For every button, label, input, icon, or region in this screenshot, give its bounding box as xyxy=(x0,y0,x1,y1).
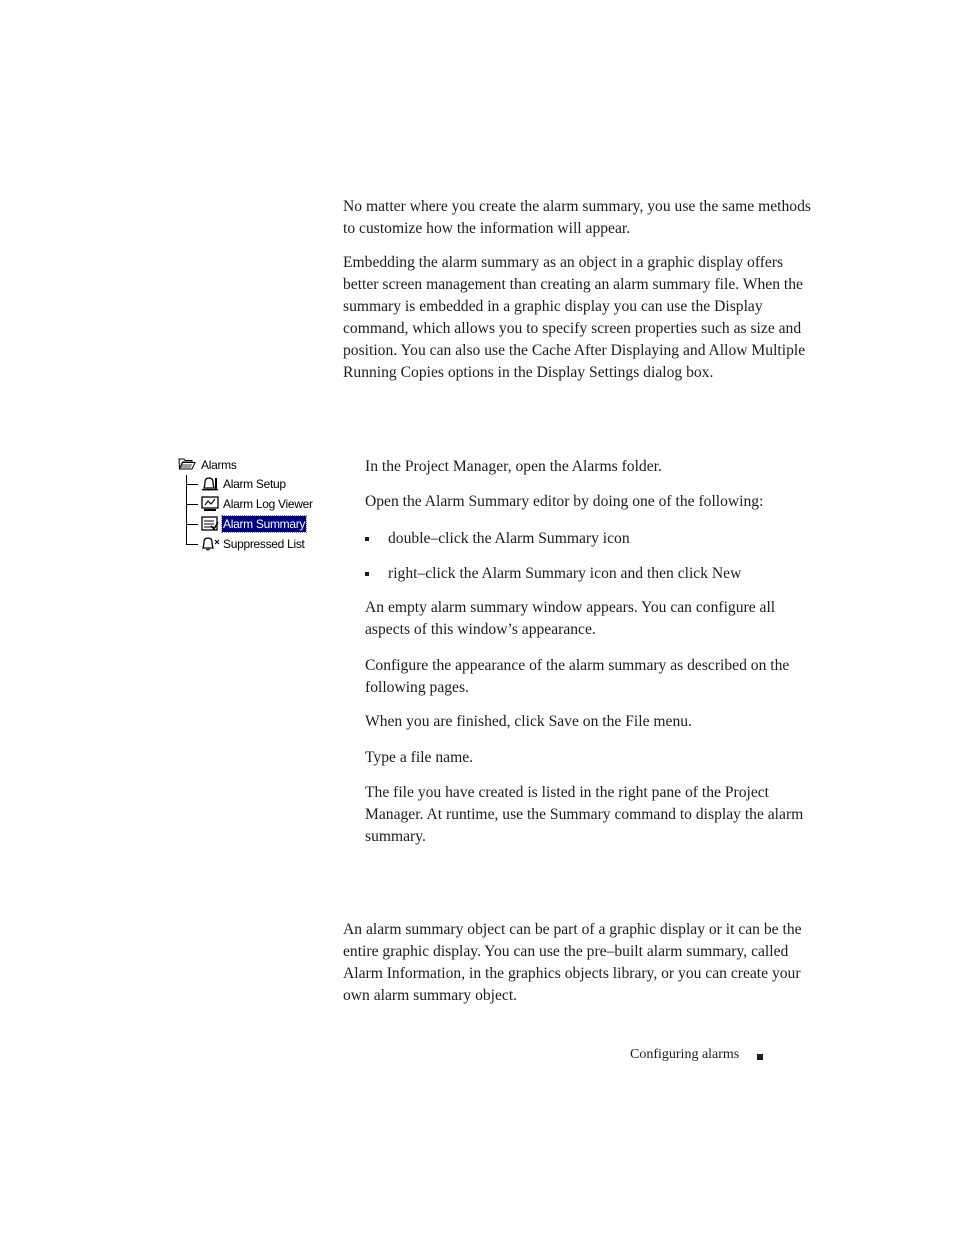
bullet-text: right–click the Alarm Summary icon and then click New xyxy=(388,565,742,582)
tree-item-label: Alarm Setup xyxy=(223,477,286,491)
tree-connector xyxy=(186,544,198,545)
tree-item-label: Suppressed List xyxy=(223,537,305,551)
intro-paragraph-1: No matter where you create the alarm summary, you use the same methods to customize how the information will appear. xyxy=(343,198,811,237)
tree-item-label: Alarm Summary xyxy=(223,517,306,531)
summary-list-icon xyxy=(200,516,220,532)
tree-item-label: Alarm Log Viewer xyxy=(223,497,313,511)
suppressed-bell-icon xyxy=(200,536,220,552)
object-paragraph: An alarm summary object can be part of a graphic display or it can be the entire graphic display. You can use the pre–built alarm summary, called Alarm Information, in the graphics objects library, or you can create your own alarm summary object. xyxy=(343,921,802,1004)
step-2-note: An empty alarm summary window appears. You can configure all aspects of this window’s appearance. xyxy=(365,599,776,638)
tree-connector xyxy=(186,475,187,544)
step-4-text: When you are finished, click Save on the File menu. xyxy=(365,713,692,730)
tree-connector xyxy=(186,504,198,505)
tree-connector xyxy=(186,524,198,525)
step-5-text: Type a file name. xyxy=(365,749,474,766)
project-tree xyxy=(178,456,328,556)
step-5-note: The file you have created is listed in the right pane of the Project Manager. At runtime, use the Summary command to display the alarm summary. xyxy=(365,784,804,845)
footer-marker xyxy=(757,1054,763,1060)
bullet-marker xyxy=(365,537,369,541)
intro-paragraph-2: Embedding the alarm summary as an object in a graphic display offers better screen management than creating an alarm summary file. When the summary is embedded in a graphic display you can use the Display command, which allows you to specify screen properties such as size and position. You can also use the Cache After Displaying and Allow Multiple Running Copies options in the Display Settings dialog box. xyxy=(343,254,806,381)
alarm-bell-icon xyxy=(200,476,220,492)
bullet-text: double–click the Alarm Summary icon xyxy=(388,530,630,547)
monitor-icon xyxy=(200,496,220,512)
tree-connector xyxy=(186,484,198,485)
open-folder-icon xyxy=(178,457,196,471)
step-3-text: Configure the appearance of the alarm summary as described on the following pages. xyxy=(365,657,790,696)
step-2-text: Open the Alarm Summary editor by doing one of the following: xyxy=(365,493,764,510)
tree-root-label: Alarms xyxy=(201,458,237,472)
page-footer: Configuring alarms xyxy=(630,1047,740,1062)
bullet-marker xyxy=(365,572,369,576)
step-1-text: In the Project Manager, open the Alarms folder. xyxy=(365,458,662,475)
